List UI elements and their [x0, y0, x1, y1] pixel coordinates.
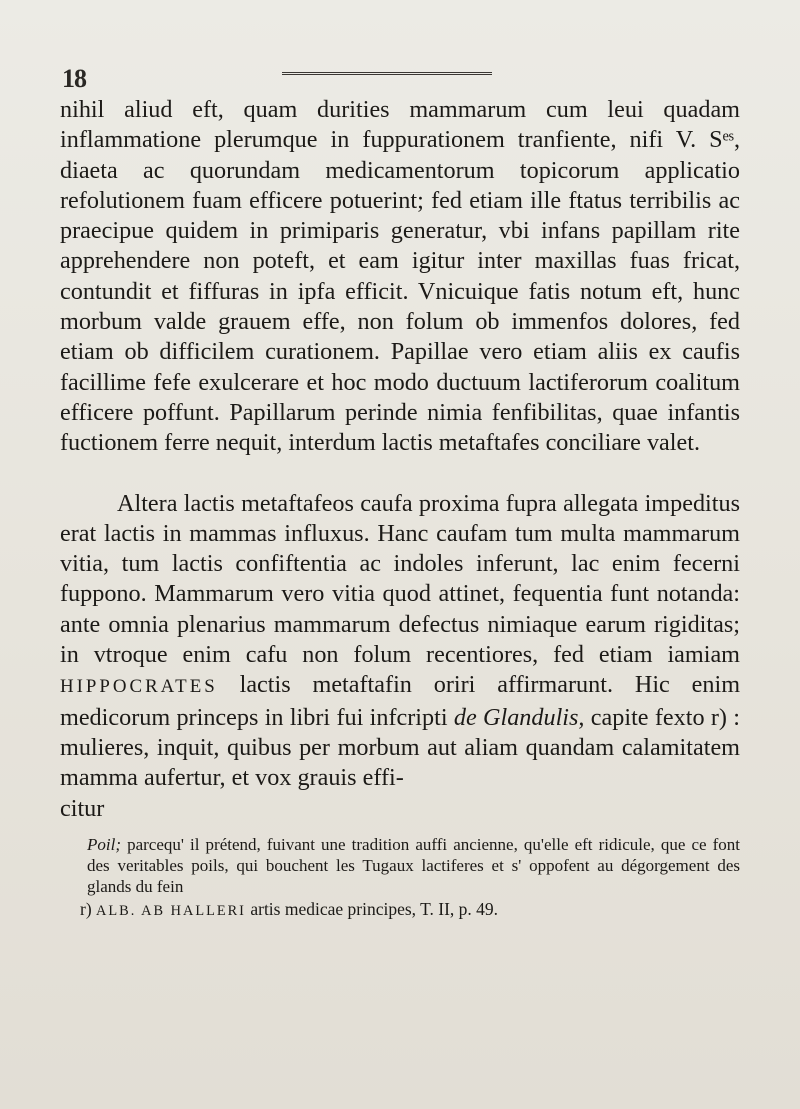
book-title: de Glandulis, [453, 703, 585, 731]
footnote-continued-text: parcequ' il prétend, fuivant une tradition auffi ancienne, qu'elle eft ridicule, que ce font des veritables poils, qui bouchent les Tugaux lactiferes et s' oppofent au dégorgement des glands du fein [87, 834, 740, 896]
paragraph-2-text-a: Altera lactis metaftafeos caufa proxima fupra allegata impeditus erat lactis in mammas influxus. Hanc caufam tum multa mammarum vitia, tum lactis confiftentia ac indoles inferunt, lac enim fecerni fuppono. Mammarum vero vitia quod attinet, fequentia funt notanda: ante omnia plenarius mammarum defectus nimiaque earum rigiditas; in vtroque enim cafu non folum recentiores, fed etiam iamiam [60, 489, 740, 669]
catchword: citur [60, 794, 105, 822]
footnote-r-text: artis medicae principes, T. II, p. 49. [250, 898, 499, 919]
page-header [62, 58, 762, 98]
paragraph-2 [60, 489, 740, 794]
footnotes [60, 834, 740, 922]
header-ornament-rule [282, 72, 492, 81]
paragraph-2-text-c: capite fexto r) : mulieres, inquit, quibus per morbum aut aliam quandam calamitatem mamma aufertur, et vox grauis effi- [60, 703, 740, 792]
footnote-r-author: ALB. AB HALLERI [96, 902, 246, 919]
paragraph-1: nihil aliud eft, quam durities mammarum cum leui quadam inflammatione plerumque in fuppurationem tranfiente, nifi V. Sᵉˢ, diaeta ac quorundam medicamentorum topicorum applicatio refolutionem fuam efficere potuerint; fed etiam ille ftatus terribilis ac praecipue quidem in primiparis generatur, vbi infans papillam rite apprehendere non poteft, et eam igitur inter maxillas fuas fricat, contundit et fiffuras in ipfa efficit. Vnicuique fatis notum eft, hunc morbum valde grauem effe, non folum ob immenfos dolores, fed etiam ob difficilem curationem. Papillae vero etiam aliis ex caufis facillime fefe exulcerare et hoc modo ductuum lactiferorum coalitum efficere poffunt. Papillarum perinde nimia fenfibilitas, quae infantis fuctionem ferre nequit, interdum lactis metaftafes conciliare valet. [60, 96, 740, 457]
paragraph-2-text-b: lactis metaftafin oriri affirmarunt. Hic enim medicorum princeps in libri fui infcripti [60, 671, 741, 731]
footnote-continued-lead: Poil; [87, 834, 121, 854]
body-text [60, 95, 740, 922]
page-number: 18 [62, 64, 86, 93]
footnote-continued [87, 834, 740, 897]
footnote-r [82, 899, 740, 922]
author-hippocrates: HIPPOCRATES [60, 676, 218, 698]
footnote-r-marker: r) [80, 898, 92, 919]
